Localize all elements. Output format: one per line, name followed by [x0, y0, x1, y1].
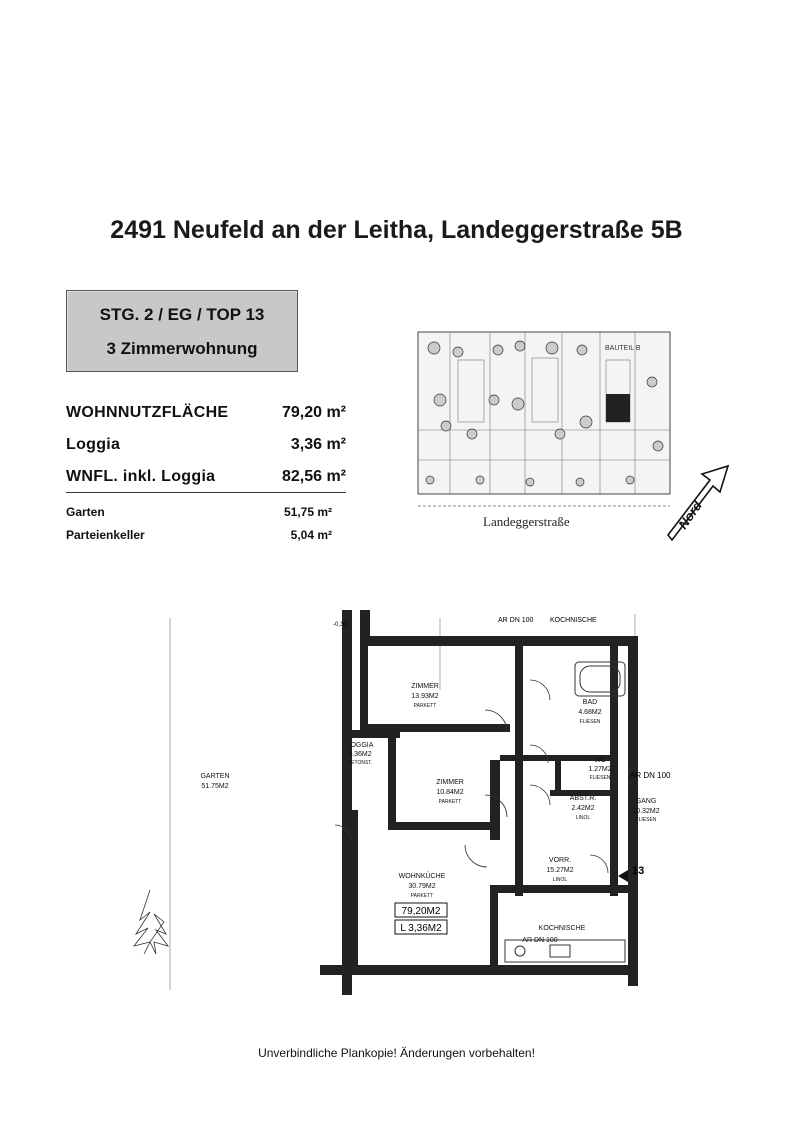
extra-value: 51,75 m² — [283, 505, 332, 519]
north-arrow-icon — [668, 466, 728, 540]
highlighted-unit — [606, 394, 630, 422]
room-area: 13.93M2 — [411, 693, 439, 700]
room-area: 51.75M2 — [201, 783, 229, 790]
total-loggia: L 3,36M2 — [400, 923, 442, 934]
room-area: 20.32M2 — [632, 808, 660, 815]
room-floor: PARKETT — [413, 703, 437, 709]
unit-info-box — [66, 290, 298, 372]
top-label-ar: AR DN 100 — [498, 617, 534, 624]
room-floor: FLIESEN — [635, 817, 657, 823]
area-label: Loggia — [66, 436, 121, 453]
room-name: BAD — [582, 699, 598, 706]
extra-row — [66, 528, 332, 546]
room-floor: LINOL — [575, 815, 591, 821]
room-name: WOHNKÜCHE — [398, 873, 446, 880]
area-row — [66, 468, 346, 494]
room-area: 10.84M2 — [436, 789, 464, 796]
area-divider — [66, 492, 346, 493]
room-floor: FLIESEN — [589, 775, 611, 781]
street-label: Landeggerstraße — [483, 514, 570, 529]
room-area: 3.36M2 — [348, 751, 372, 758]
area-label: WNFL. inkl. Loggia — [66, 468, 216, 485]
level-mark: -0,30 — [333, 622, 347, 628]
ar-label-right: AR DN 100 — [630, 771, 671, 780]
area-value: 3,36 m² — [290, 436, 346, 453]
extra-label: Parteienkeller — [66, 528, 145, 542]
room-name: ABST.R. — [569, 795, 597, 802]
building-label: BAUTEIL B — [605, 345, 641, 352]
area-value: 82,56 m² — [281, 468, 346, 485]
north-label: Nord — [675, 498, 705, 532]
room-name: ZIMMER — [436, 779, 464, 786]
total-wnfl: 79,20M2 — [401, 906, 441, 917]
room-floor: BETONST. — [347, 760, 373, 766]
room-extra: AR DN 100 — [522, 937, 558, 944]
room-labels — [200, 683, 659, 944]
footer-disclaimer: Unverbindliche Plankopie! Änderungen vorbehalten! — [258, 1046, 535, 1060]
page-title: 2491 Neufeld an der Leitha, Landeggerstraße 5B — [110, 216, 683, 244]
area-row — [66, 404, 346, 430]
unit-designation: STG. 2 / EG / TOP 13 — [99, 305, 265, 324]
area-label: WOHNNUTZFLÄCHE — [66, 404, 229, 421]
room-area: 15.27M2 — [546, 867, 574, 874]
room-floor: LINOL — [552, 877, 568, 883]
room-name: LOGGIA — [346, 742, 374, 749]
area-row — [66, 436, 346, 462]
room-name: GARTEN — [200, 773, 230, 780]
top-label-kochnische: KOCHNISCHE — [550, 617, 597, 624]
entrance-arrow-icon — [618, 870, 628, 882]
tree-icon — [134, 890, 168, 954]
room-name: WC — [594, 757, 606, 764]
room-floor: PARKETT — [410, 893, 434, 899]
room-floor: PARKETT — [438, 799, 462, 805]
unit-type: 3 Zimmerwohnung — [106, 339, 258, 358]
site-plan — [410, 330, 730, 545]
floor-plan — [110, 600, 690, 1000]
room-area: 1.27M2 — [588, 766, 612, 773]
room-area: 30.79M2 — [408, 883, 436, 890]
door-swings — [335, 680, 608, 873]
room-name: ZIMMER — [411, 683, 439, 690]
extra-value: 5,04 m² — [290, 528, 332, 542]
room-name: KOCHNISCHE — [538, 925, 586, 932]
room-name: VORR. — [548, 857, 572, 864]
room-name: GANG — [635, 798, 657, 805]
plan-walls — [320, 610, 638, 995]
extra-label: Garten — [66, 505, 105, 519]
room-area: 2.42M2 — [571, 805, 595, 812]
area-value: 79,20 m² — [281, 404, 346, 421]
top-number: 13 — [632, 865, 645, 877]
extra-row — [66, 505, 332, 523]
total-boxes — [395, 903, 447, 934]
room-area: 4.68M2 — [578, 709, 602, 716]
room-floor: FLIESEN — [579, 719, 601, 725]
